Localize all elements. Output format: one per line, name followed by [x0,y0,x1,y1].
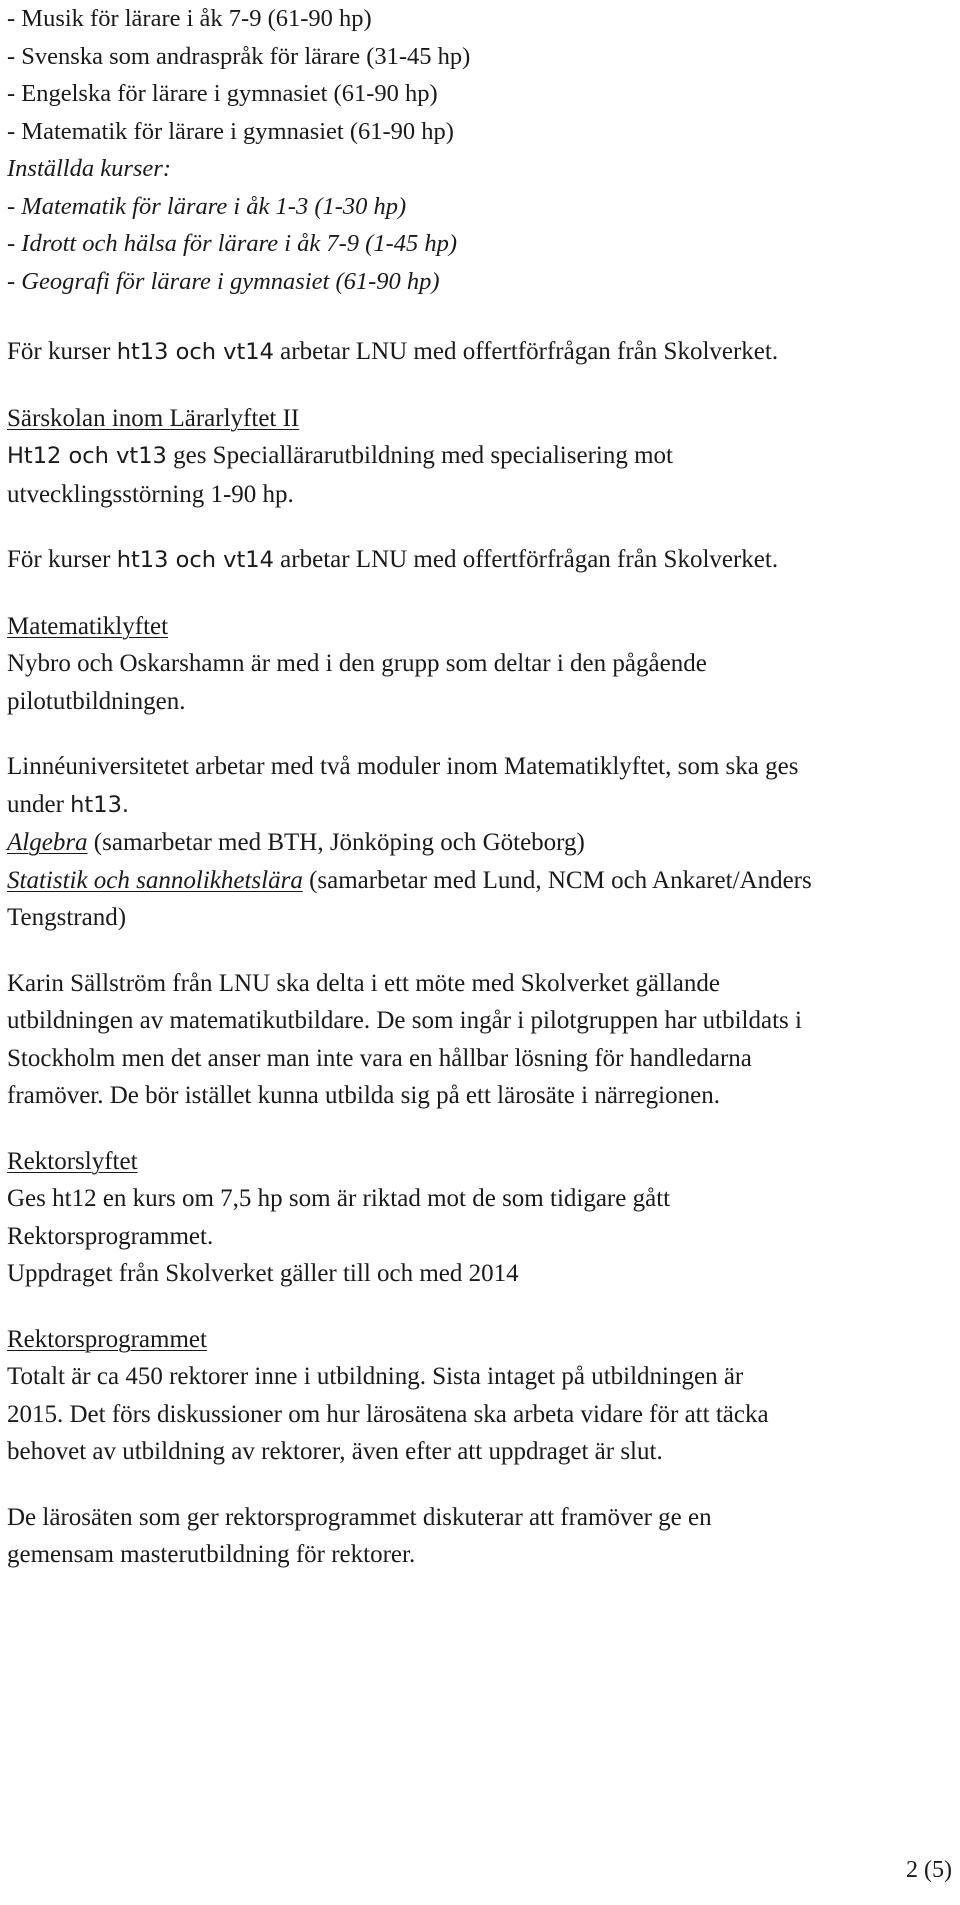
module-statistik [7,862,952,900]
section-text: pilotutbildningen. [7,687,186,715]
offer-paragraph [7,333,952,372]
document-page [7,0,952,1574]
term-connector: och [168,339,224,365]
term-connector: och [61,443,117,469]
list-item: - Svenska som andraspråk för lärare (31-45 hp) [7,42,471,70]
section-text: behovet av utbildning av rektorer, även efter att uppdraget är slut. [7,1438,663,1465]
section-text: framöver. De bör istället kunna utbilda sig på ett lärosäte i närregionen. [7,1082,720,1109]
paragraph-text: För kurser [7,338,117,365]
cancelled-courses-heading: Inställda kurser: [7,155,171,182]
section-text: Nybro och Oskarshamn är med i den grupp som deltar i den pågående [7,650,707,677]
paragraph-text: arbetar LNU med offertförfrågan från Skolverket. [273,546,779,573]
term-vt14: vt14 [223,339,274,365]
section-text: Stockholm men det anser man inte vara en hållbar lösning för handledarna [7,1044,752,1072]
module-algebra [7,824,952,862]
page-number: 2 (5) [906,1857,952,1883]
paragraph-text: (samarbetar med Lund, NCM och Ankaret/Anders [302,866,812,894]
term-vt14: vt14 [223,547,274,573]
section-text [7,786,952,825]
section-text: Tengstrand) [7,904,127,931]
section-text: 2015. Det förs diskussioner om hur lärosätena ska arbeta vidare för att täcka [7,1400,769,1428]
paragraph-text: För kurser [7,546,117,573]
section-text [7,437,952,476]
section-text: gemensam masterutbildning för rektorer. [7,1541,416,1568]
matematiklyftet-section [7,608,952,1115]
section-text: Linnéuniversitetet arbetar med två moduler inom Matematiklyftet, som ska ges [7,753,799,780]
section-text: Ges ht12 en kurs om 7,5 hp som är riktad mot de som tidigare gått [7,1185,671,1212]
term-ht13: ht13 [116,547,169,573]
term-ht13: ht13 [116,339,169,365]
section-heading: Rektorsprogrammet [7,1325,207,1353]
section-heading: Rektorslyftet [7,1147,138,1175]
course-list [7,0,952,300]
list-item: - Musik för lärare i åk 7-9 (61-90 hp) [7,5,372,32]
module-name: Algebra [7,829,88,856]
section-heading: Särskolan inom Lärarlyftet II [7,404,300,432]
module-name: Statistik och sannolikhetslära [7,866,303,894]
section-text: Karin Sällström från LNU ska delta i ett möte med Skolverket gällande [7,969,721,997]
term-vt13: vt13 [116,443,167,469]
term-connector: och [168,547,224,573]
list-item: - Engelska för lärare i gymnasiet (61-90 hp) [7,80,438,107]
list-item: - Matematik för lärare i gymnasiet (61-90 hp) [7,117,454,145]
paragraph-text: ges Speciallärarutbildning med specialisering mot [166,442,673,469]
list-item: - Geografi för lärare i gymnasiet (61-90 hp) [7,267,440,295]
paragraph-text: under [7,790,71,818]
section-heading: Matematiklyftet [7,612,169,640]
offer-paragraph [7,541,952,580]
section-text: Totalt är ca 450 rektorer inne i utbildning. Sista intaget på utbildningen är [7,1363,744,1390]
section-text: De lärosäten som ger rektorsprogrammet diskuterar att framöver ge en [7,1503,712,1531]
term-ht13: ht13. [70,791,130,818]
sarskolan-section [7,400,952,514]
section-text: Rektorsprogrammet. [7,1222,214,1250]
paragraph-text: (samarbetar med BTH, Jönköping och Göteborg) [87,829,585,856]
rektorslyftet-section [7,1143,952,1293]
list-item: - Idrott och hälsa för lärare i åk 7-9 (1-45 hp) [7,230,458,257]
term-ht12: Ht12 [7,443,62,469]
paragraph-text: arbetar LNU med offertförfrågan från Skolverket. [273,338,779,365]
section-text: Uppdraget från Skolverket gäller till och med 2014 [7,1260,519,1287]
section-text: utbildningen av matematikutbildare. De som ingår i pilotgruppen har utbildats i [7,1007,802,1034]
list-item: - Matematik för lärare i åk 1-3 (1-30 hp) [7,192,407,220]
section-text: utvecklingsstörning 1-90 hp. [7,480,294,508]
rektorsprogrammet-section [7,1321,952,1574]
